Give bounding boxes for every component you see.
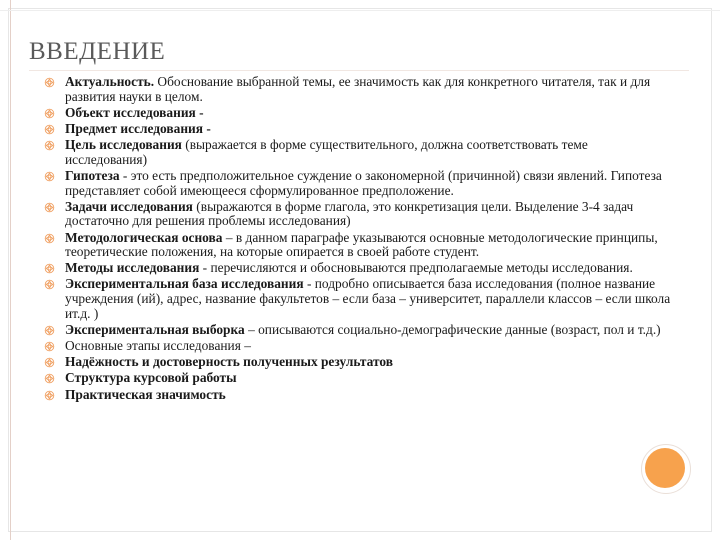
item-text: Основные этапы исследования – xyxy=(65,338,251,354)
ornamental-bullet-icon xyxy=(44,341,55,352)
item-heading: Экспериментальная выборка xyxy=(65,321,245,337)
top-border-line xyxy=(0,10,720,11)
left-border-line xyxy=(10,0,11,540)
list-item-11 xyxy=(44,339,672,354)
item-heading: Задачи исследования xyxy=(65,198,193,214)
list-item-10 xyxy=(44,323,672,338)
list-item-2 xyxy=(44,106,672,121)
list-item-7 xyxy=(44,231,672,260)
item-text: (выражаются в форме глагола, это конкретизация цели. Выделение 3-4 задач достаточно для решения проблемы исследования) xyxy=(65,198,634,229)
item-text: – в данном параграфе указываются основные методологические принципы, теоретические положения, на которые опирается в своей работе студент. xyxy=(65,229,658,260)
list-item-12 xyxy=(44,355,672,370)
item-text: - это есть предположительное суждение о закономерной (причинной) связи явлений. Гипотеза представляет собой имеющееся сформулированное предположение. xyxy=(65,167,662,198)
content-list xyxy=(44,75,672,404)
item-heading: Цель исследования xyxy=(65,137,182,153)
list-item-6 xyxy=(44,200,672,229)
list-item-13 xyxy=(44,371,672,386)
item-text: Обоснование выбранной темы, ее значимость как для конкретного читателя, так и для развития науки в целом. xyxy=(65,74,651,104)
ornamental-bullet-icon xyxy=(44,77,55,88)
item-heading: Актуальность. xyxy=(65,74,155,89)
ornamental-bullet-icon xyxy=(44,279,55,290)
ornamental-bullet-icon xyxy=(44,140,55,151)
item-heading: Объект исследования - xyxy=(65,104,204,120)
title-divider xyxy=(29,70,689,71)
item-heading: Экспериментальная база исследования xyxy=(65,276,304,292)
list-item-5 xyxy=(44,169,672,198)
ornamental-bullet-icon xyxy=(44,325,55,336)
item-heading: Гипотеза xyxy=(65,167,120,183)
item-heading: Структура курсовой работы xyxy=(65,370,237,386)
item-text: (выражается в форме существительного, должна соответствовать теме исследования) xyxy=(65,137,588,167)
ornamental-bullet-icon xyxy=(44,108,55,119)
ornamental-bullet-icon xyxy=(44,171,55,182)
ornamental-bullet-icon xyxy=(44,357,55,368)
ornamental-bullet-icon xyxy=(44,390,55,401)
ornamental-bullet-icon xyxy=(44,373,55,384)
ornamental-bullet-icon xyxy=(44,263,55,274)
list-item-8 xyxy=(44,261,672,276)
list-item-4 xyxy=(44,138,672,167)
list-item-14 xyxy=(44,388,672,403)
item-text: – описываются социально-демографические данные (возраст, пол и т.д.) xyxy=(244,321,661,337)
list-item-1 xyxy=(44,75,672,104)
ornamental-bullet-icon xyxy=(44,124,55,135)
decorative-orange-circle xyxy=(645,448,685,488)
ornamental-bullet-icon xyxy=(44,202,55,213)
item-heading: Предмет исследования - xyxy=(65,120,211,136)
item-heading: Надёжность и достоверность полученных результатов xyxy=(65,354,394,370)
list-item-3 xyxy=(44,122,672,137)
item-heading: Методы исследования xyxy=(65,260,200,276)
ornamental-bullet-icon xyxy=(44,233,55,244)
item-heading: Практическая значимость xyxy=(65,386,226,402)
item-text: - перечисляются и обосновываются предполагаемые методы исследования. xyxy=(199,260,633,276)
item-text: - подробно описывается база исследования (полное название учреждения (ий), адрес, название факультетов – если база – университет, параллели классов – если школа ит.д. ) xyxy=(65,276,671,321)
item-heading: Методологическая основа xyxy=(65,229,223,245)
slide-title: ВВЕДЕНИЕ xyxy=(29,38,166,65)
list-item-9 xyxy=(44,277,672,321)
